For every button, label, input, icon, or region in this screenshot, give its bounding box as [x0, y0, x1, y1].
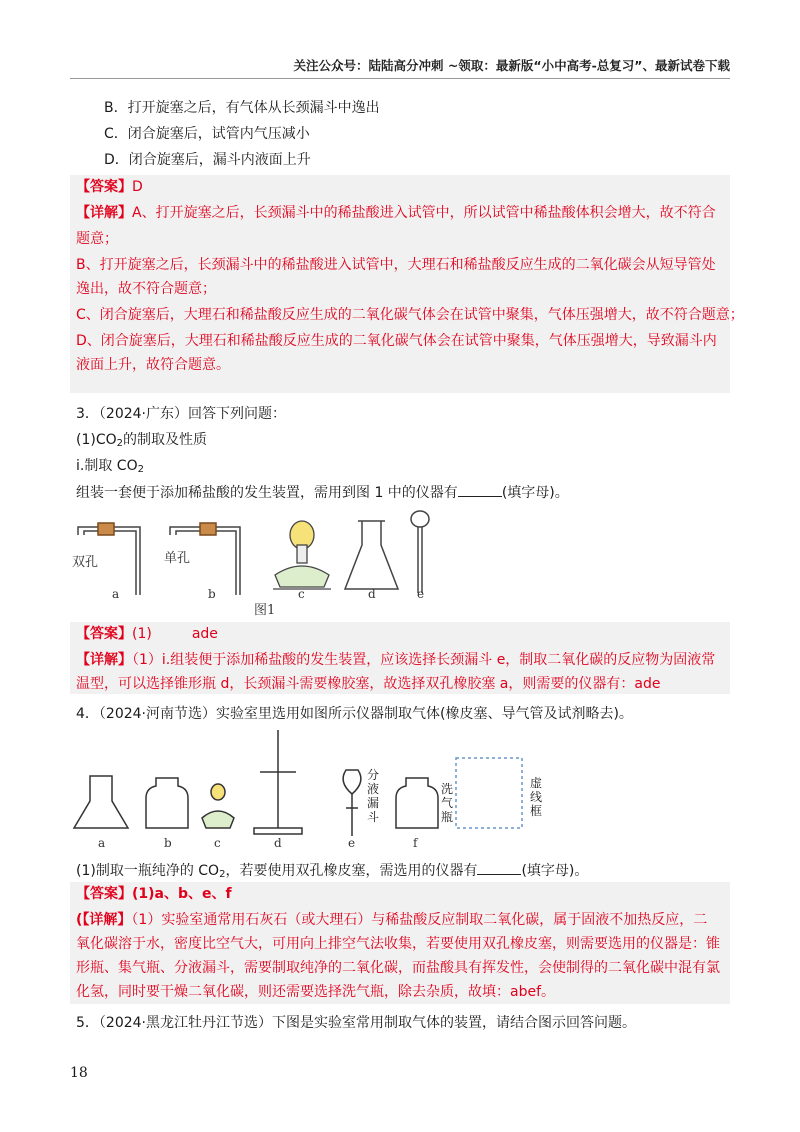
q4-detail-line-4: 化氢，同时要干燥二氧化碳，则还需要选择洗气瓶，除去杂质，故填：abef。 — [76, 984, 556, 1000]
q3-task-pre: 组装一套便于添加稀盐酸的发生装置，需用到图 1 中的仪器有 — [76, 485, 458, 501]
figure-q4 — [70, 726, 543, 856]
apparatus-d-drawing — [254, 730, 302, 834]
q2-option-d: D．闭合旋塞后，漏斗内液面上升 — [104, 152, 311, 168]
detail-text: （1）i.组装便于添加稀盐酸的发生装置，应该选择长颈漏斗 e，制取二氧化碳的反应物为固液常 — [132, 652, 716, 668]
q4-answer — [76, 884, 232, 904]
detail-tag: (【详解】 — [76, 912, 132, 928]
label-b: b — [164, 836, 172, 850]
page-number: 18 — [70, 1065, 88, 1081]
q2-detail-line-2: 题意； — [76, 231, 118, 247]
q3-detail-line-2: 温型，可以选择锥形瓶 d，长颈漏斗需要橡胶塞，故选择双孔橡胶塞 a，则需要的仪器有：ade — [76, 676, 661, 692]
q2-answer — [76, 177, 143, 197]
detail-text: A、打开旋塞之后，长颈漏斗中的稀盐酸进入试管中，所以试管中稀盐酸体积会增大，故不符合 — [132, 205, 716, 221]
label-separatory-funnel: 分液漏斗 — [367, 768, 380, 824]
q4-detail-line-1 — [76, 910, 707, 930]
label-f: f — [413, 836, 418, 850]
q4-detail-line-3: 形瓶、集气瓶、分液漏斗，需要制取纯净的二氧化碳，而盐酸具有挥发性，会使制得的二氧化碳中混有氯 — [76, 960, 720, 976]
figure-1-drawing — [70, 505, 450, 605]
apparatus-e-drawing — [411, 511, 429, 593]
detail-tag: 【详解】 — [76, 205, 132, 221]
label-a: a — [112, 587, 120, 601]
label-dashed-box: 虚线框 — [530, 776, 543, 818]
label-double-hole: 双孔 — [72, 555, 99, 570]
q3-detail-line-1 — [76, 650, 715, 670]
q3-stem: 3．（2024·广东）回答下列问题： — [76, 406, 286, 422]
label-c: c — [214, 836, 221, 850]
figure-q4-drawing — [70, 726, 540, 856]
q2-answer-box — [70, 175, 744, 393]
q5-stem: 5．（2024·黑龙江牡丹江节选）下图是实验室常用制取气体的装置，请结合图示回答问题。 — [76, 1015, 636, 1031]
q4-stem: 4．（2024·河南节选）实验室里选用如图所示仪器制取气体(橡皮塞、导气管及试剂略去)。 — [76, 706, 633, 722]
q3-sub1 — [76, 430, 207, 454]
figure-1 — [70, 505, 450, 618]
label-single-hole: 单孔 — [164, 551, 191, 566]
answer-tag: 【答案】 — [76, 886, 132, 902]
q2-detail-line-1 — [76, 203, 716, 223]
apparatus-b-drawing — [146, 778, 188, 828]
q2-detail-line-6: D、闭合旋塞后，大理石和稀盐酸反应生成的二氧化碳气体会在试管中聚集，气体压强增大，导致漏斗内 — [76, 333, 717, 349]
label-d: d — [274, 836, 282, 850]
q4-detail-line-2: 氧化碳溶于水，密度比空气大，可用向上排空气法收集，若要使用双孔橡皮塞，则需要选用的仪器是：锥 — [76, 936, 720, 952]
q3-sub1-pre: (1)CO — [76, 432, 117, 448]
label-washing-bottle: 洗气瓶 — [441, 782, 454, 824]
q4-task-mid: ，若要使用双孔橡皮塞，需选用的仪器有 — [225, 863, 478, 879]
q3-task — [76, 482, 569, 503]
detail-tag: 【详解】 — [76, 652, 132, 668]
figure-1-caption: 图1 — [254, 603, 276, 618]
detail-text: （1）实验室通常用石灰石（或大理石）与稀盐酸反应制取二氧化碳，属于固液不加热反应，二 — [131, 912, 708, 928]
label-a: a — [98, 836, 106, 850]
q3-answer-box — [70, 622, 730, 694]
subscript: 2 — [219, 869, 226, 880]
q2-detail-line-3: B、打开旋塞之后，长颈漏斗中的稀盐酸进入试管中，大理石和稀盐酸反应生成的二氧化碳会从短导管处 — [76, 257, 716, 273]
page-header: 关注公众号：陆陆高分冲刺 ~领取：最新版“小中高考-总复习”、最新试卷下载 — [293, 58, 730, 73]
q3-sub2-pre: i.制取 CO — [76, 458, 138, 474]
subscript: 2 — [137, 464, 144, 475]
q2-detail-line-4: 逸出，故不符合题意； — [76, 281, 216, 297]
apparatus-a-drawing — [74, 776, 128, 828]
q3-sub2 — [76, 456, 144, 480]
q4-task-post: (填字母)。 — [521, 863, 589, 879]
answer-blank — [458, 482, 502, 497]
answer-tag: 【答案】 — [76, 626, 132, 642]
label-b: b — [208, 587, 216, 601]
apparatus-c-drawing — [273, 521, 331, 589]
label-d: d — [368, 587, 376, 601]
q3-task-post: (填字母)。 — [501, 485, 569, 501]
q2-option-b: B．打开旋塞之后，有气体从长颈漏斗中逸出 — [104, 100, 380, 116]
answer-blank — [477, 860, 521, 875]
q2-detail-line-7: 液面上升，故符合题意。 — [76, 357, 230, 373]
answer-value: (1)a、b、e、f — [132, 886, 232, 902]
header-divider — [70, 78, 730, 79]
label-e: e — [348, 836, 356, 850]
answer-number: (1) — [132, 626, 152, 642]
answer-tag: 【答案】 — [76, 179, 132, 195]
q3-answer — [76, 624, 218, 644]
apparatus-e-drawing — [343, 770, 361, 836]
apparatus-d-drawing — [345, 521, 398, 589]
q2-detail-line-5: C、闭合旋塞后，大理石和稀盐酸反应生成的二氧化碳气体会在试管中聚集，气体压强增大，故不符合题意； — [76, 307, 744, 323]
q3-sub1-post: 的制取及性质 — [123, 432, 208, 448]
dashed-box — [456, 758, 522, 828]
label-c: c — [298, 587, 305, 601]
answer-value: ade — [191, 626, 218, 642]
answer-value: D — [132, 179, 143, 195]
apparatus-f-drawing — [396, 778, 438, 828]
q2-option-c: C．闭合旋塞后，试管内气压减小 — [104, 126, 310, 142]
label-e: e — [417, 587, 425, 601]
apparatus-c-drawing — [202, 784, 234, 828]
q4-answer-box — [70, 882, 730, 1004]
q4-task-pre: (1)制取一瓶纯净的 CO — [76, 863, 220, 879]
subscript: 2 — [116, 438, 124, 449]
